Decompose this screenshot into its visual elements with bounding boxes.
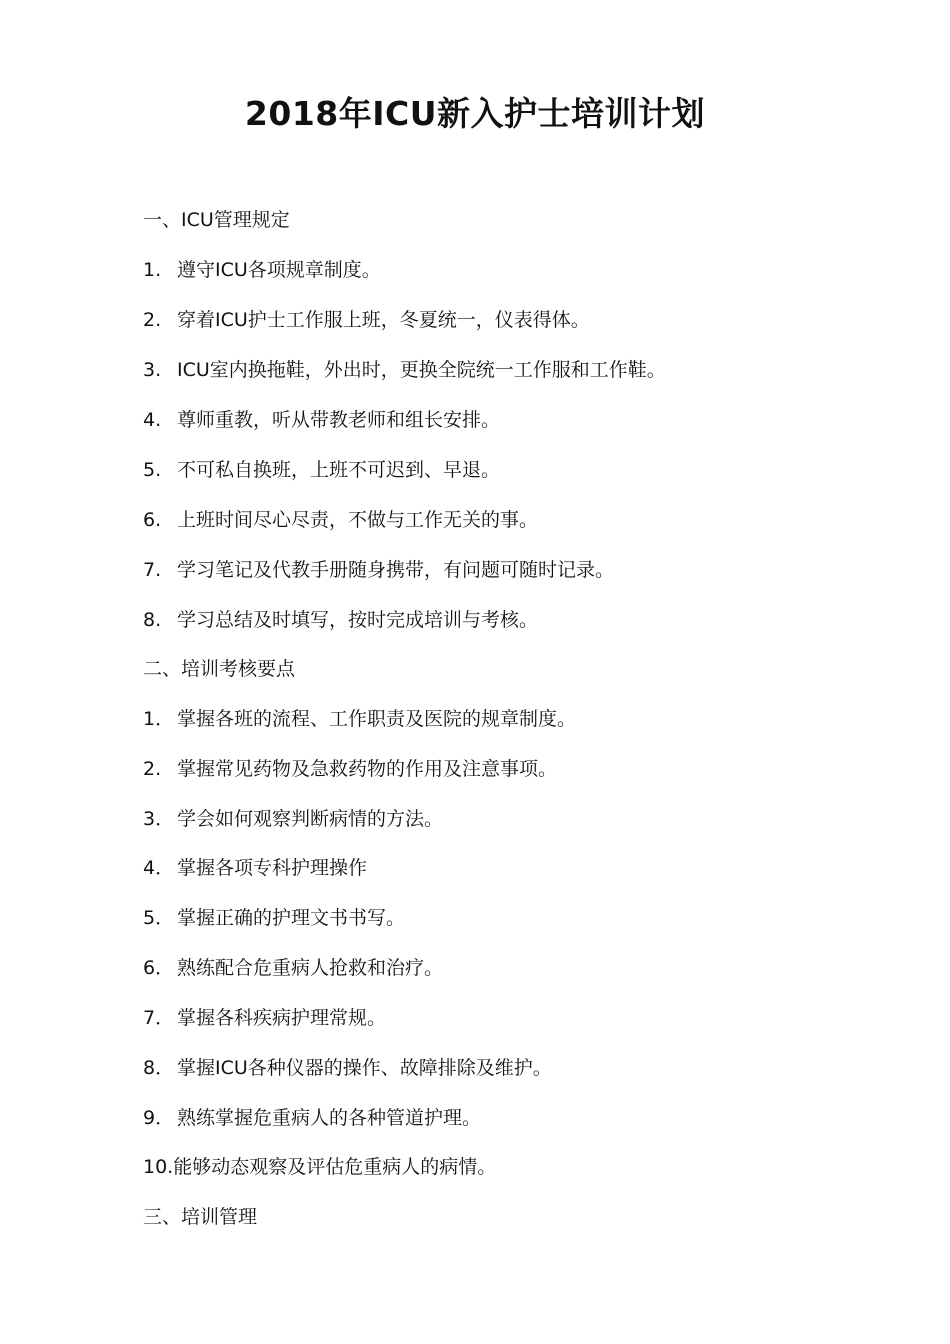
item-number: 6． bbox=[143, 957, 175, 979]
item-number: 7. bbox=[143, 559, 162, 581]
list-item bbox=[143, 1106, 481, 1130]
item-number: 2. bbox=[143, 758, 162, 780]
item-text: 熟练掌握危重病人的各种管道护理。 bbox=[177, 1107, 482, 1129]
list-item bbox=[143, 308, 590, 332]
item-number: 9． bbox=[143, 1107, 175, 1129]
item-text: 熟练配合危重病人抢救和治疗。 bbox=[177, 957, 444, 979]
item-text: 掌握各项专科护理操作 bbox=[177, 857, 368, 879]
item-text: 掌握ICU各种仪器的操作、故障排除及维护。 bbox=[177, 1057, 552, 1079]
item-number: 8. bbox=[143, 609, 162, 631]
list-item bbox=[143, 906, 405, 930]
item-text: 尊师重教，听从带教老师和组长安排。 bbox=[177, 409, 501, 431]
list-item bbox=[143, 408, 500, 432]
list-item bbox=[143, 258, 381, 282]
section-heading-management-rules: 一、ICU管理规定 bbox=[143, 209, 290, 231]
list-item bbox=[143, 1155, 496, 1179]
item-text: 学习总结及时填写，按时完成培训与考核。 bbox=[177, 609, 539, 631]
item-number: 3． bbox=[143, 808, 175, 830]
list-item bbox=[143, 707, 576, 731]
item-number: 8． bbox=[143, 1057, 175, 1079]
list-item bbox=[143, 1056, 552, 1080]
item-text: 不可私自换班，上班不可迟到、早退。 bbox=[177, 459, 501, 481]
item-number: 5. bbox=[143, 459, 162, 481]
list-item bbox=[143, 358, 666, 382]
item-text: 掌握各班的流程、工作职责及医院的规章制度。 bbox=[177, 708, 577, 730]
item-text: 遵守ICU各项规章制度。 bbox=[177, 259, 381, 281]
item-text: 掌握正确的护理文书书写。 bbox=[177, 907, 406, 929]
list-item bbox=[143, 608, 538, 632]
item-text: 能够动态观察及评估危重病人的病情。 bbox=[173, 1156, 497, 1178]
item-number: 6. bbox=[143, 509, 162, 531]
item-number: 4． bbox=[143, 857, 175, 879]
item-number: 3. bbox=[143, 359, 162, 381]
list-item bbox=[143, 458, 500, 482]
list-item bbox=[143, 508, 538, 532]
item-number: 5． bbox=[143, 907, 175, 929]
item-text: 学会如何观察判断病情的方法。 bbox=[177, 808, 444, 830]
list-item bbox=[143, 956, 443, 980]
list-item bbox=[143, 558, 614, 582]
section-heading-training-management: 三、培训管理 bbox=[143, 1206, 258, 1228]
item-number: 1. bbox=[143, 259, 162, 281]
item-text: ICU室内换拖鞋，外出时，更换全院统一工作服和工作鞋。 bbox=[177, 359, 666, 381]
item-number: 10. bbox=[143, 1156, 174, 1178]
item-number: 2. bbox=[143, 309, 162, 331]
item-number: 4. bbox=[143, 409, 162, 431]
list-item bbox=[143, 807, 443, 831]
list-item bbox=[143, 856, 367, 880]
item-number: 7． bbox=[143, 1007, 175, 1029]
list-item bbox=[143, 1006, 386, 1030]
item-number: 1． bbox=[143, 708, 175, 730]
item-text: 掌握各科疾病护理常规。 bbox=[177, 1007, 387, 1029]
list-item bbox=[143, 757, 557, 781]
item-text: 掌握常见药物及急救药物的作用及注意事项。 bbox=[177, 758, 558, 780]
item-text: 学习笔记及代教手册随身携带，有问题可随时记录。 bbox=[177, 559, 615, 581]
section-heading-training-assessment: 二、培训考核要点 bbox=[143, 658, 296, 680]
item-text: 上班时间尽心尽责，不做与工作无关的事。 bbox=[177, 509, 539, 531]
item-text: 穿着ICU护士工作服上班，冬夏统一，仪表得体。 bbox=[177, 309, 590, 331]
page-title: 2018年ICU新入护士培训计划 bbox=[244, 94, 706, 133]
